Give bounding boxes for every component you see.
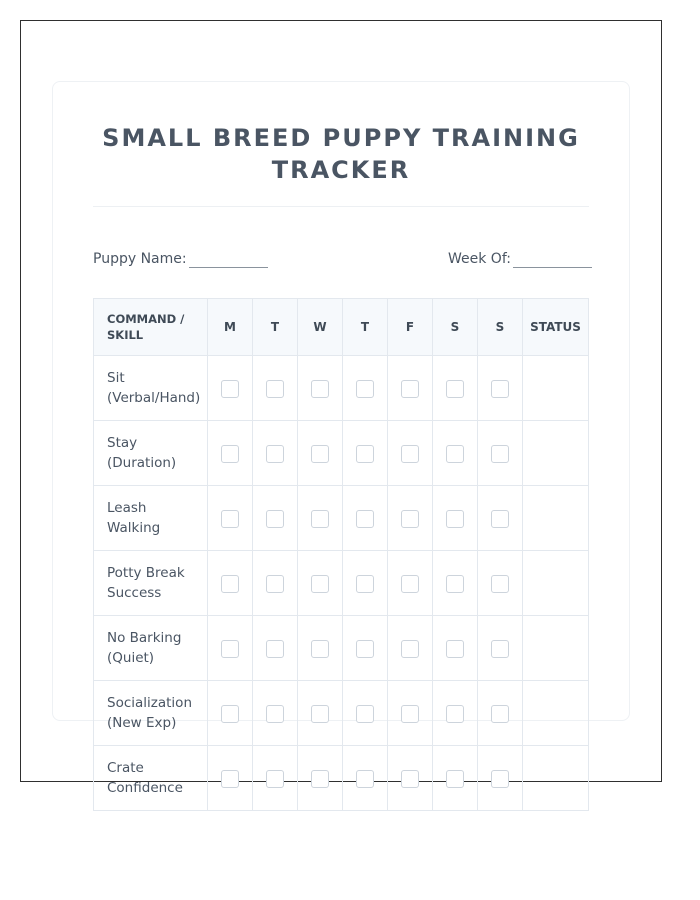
skill-cell [94,486,208,551]
table-row [94,616,589,681]
day-cell-sat [433,746,478,811]
skill-name-line1: Stay [107,435,138,451]
day-cell-sun [478,551,523,616]
day-cell-sun [478,356,523,421]
skill-name-line1: No Barking [107,630,182,646]
status-cell[interactable] [523,551,589,616]
day-cell-fri [388,551,433,616]
training-table [93,298,589,811]
skill-name-line2: Success [107,585,162,601]
skill-cell [94,421,208,486]
checkbox-wed[interactable] [311,575,329,593]
skill-name-line1: Crate [107,760,144,776]
checkbox-mon[interactable] [221,640,239,658]
table-row [94,356,589,421]
checkbox-fri[interactable] [401,380,419,398]
page-title: SMALL BREED PUPPY TRAINING TRACKER [102,124,580,184]
checkbox-thu[interactable] [356,575,374,593]
status-cell[interactable] [523,486,589,551]
checkbox-wed[interactable] [311,640,329,658]
skill-cell [94,616,208,681]
day-cell-fri [388,616,433,681]
checkbox-thu[interactable] [356,705,374,723]
checkbox-fri[interactable] [401,770,419,788]
checkbox-sun[interactable] [491,705,509,723]
day-header-sat: S [433,299,478,356]
table-header-row [94,299,589,356]
day-cell-sat [433,616,478,681]
puppy-name-field [93,250,268,268]
skill-name-line2: (Quiet) [107,650,155,666]
day-cell-wed [298,551,343,616]
checkbox-wed[interactable] [311,770,329,788]
skill-name-line2: Confidence [107,780,183,796]
status-cell[interactable] [523,681,589,746]
day-cell-fri [388,746,433,811]
checkbox-mon[interactable] [221,445,239,463]
checkbox-thu[interactable] [356,770,374,788]
status-column-header: STATUS [523,299,589,356]
day-cell-sun [478,486,523,551]
day-cell-sat [433,681,478,746]
skill-column-header: COMMAND / SKILL [94,299,208,356]
day-cell-wed [298,421,343,486]
checkbox-tue[interactable] [266,380,284,398]
day-cell-tue [253,486,298,551]
skill-name-line2: (New Exp) [107,715,177,731]
day-cell-wed [298,486,343,551]
checkbox-sun[interactable] [491,640,509,658]
day-cell-sat [433,551,478,616]
checkbox-sun[interactable] [491,575,509,593]
day-cell-sun [478,616,523,681]
checkbox-wed[interactable] [311,510,329,528]
checkbox-fri[interactable] [401,575,419,593]
puppy-name-blank[interactable] [189,250,268,268]
skill-cell [94,551,208,616]
table-row [94,746,589,811]
checkbox-fri[interactable] [401,445,419,463]
day-cell-fri [388,486,433,551]
skill-name-line2: Walking [107,520,161,536]
checkbox-wed[interactable] [311,445,329,463]
day-cell-tue [253,356,298,421]
day-cell-mon [208,616,253,681]
checkbox-tue[interactable] [266,445,284,463]
checkbox-thu[interactable] [356,380,374,398]
checkbox-wed[interactable] [311,705,329,723]
day-cell-mon [208,421,253,486]
table-row [94,551,589,616]
day-cell-tue [253,681,298,746]
checkbox-thu[interactable] [356,640,374,658]
checkbox-tue[interactable] [266,510,284,528]
checkbox-fri[interactable] [401,510,419,528]
table-row [94,486,589,551]
day-cell-wed [298,616,343,681]
checkbox-sat[interactable] [446,770,464,788]
checkbox-tue[interactable] [266,640,284,658]
day-header-wed: W [298,299,343,356]
table-row [94,421,589,486]
day-header-mon: M [208,299,253,356]
checkbox-sat[interactable] [446,380,464,398]
day-cell-sat [433,356,478,421]
checkbox-thu[interactable] [356,445,374,463]
day-cell-wed [298,681,343,746]
day-header-fri: F [388,299,433,356]
skill-name-line2: (Duration) [107,455,177,471]
checkbox-sat[interactable] [446,445,464,463]
checkbox-tue[interactable] [266,770,284,788]
checkbox-sat[interactable] [446,705,464,723]
day-cell-fri [388,356,433,421]
checkbox-sat[interactable] [446,575,464,593]
day-cell-tue [253,616,298,681]
day-cell-thu [343,421,388,486]
checkbox-mon[interactable] [221,510,239,528]
day-cell-mon [208,746,253,811]
day-cell-tue [253,551,298,616]
week-of-blank[interactable] [513,250,592,268]
skill-cell [94,356,208,421]
skill-name-line1: Leash [107,500,147,516]
skill-cell [94,746,208,811]
checkbox-sun[interactable] [491,380,509,398]
checkbox-mon[interactable] [221,770,239,788]
title-divider [93,206,589,207]
checkbox-fri[interactable] [401,640,419,658]
day-cell-sat [433,421,478,486]
checkbox-mon[interactable] [221,575,239,593]
status-cell[interactable] [523,616,589,681]
checkbox-sun[interactable] [491,445,509,463]
skill-cell [94,681,208,746]
checkbox-mon[interactable] [221,380,239,398]
checkbox-mon[interactable] [221,705,239,723]
day-cell-thu [343,356,388,421]
status-cell[interactable] [523,421,589,486]
status-cell[interactable] [523,746,589,811]
day-cell-wed [298,356,343,421]
day-cell-thu [343,616,388,681]
table-row [94,681,589,746]
checkbox-fri[interactable] [401,705,419,723]
day-cell-tue [253,746,298,811]
day-cell-sat [433,486,478,551]
checkbox-sun[interactable] [491,770,509,788]
day-cell-thu [343,681,388,746]
day-cell-sun [478,681,523,746]
checkbox-thu[interactable] [356,510,374,528]
day-cell-thu [343,746,388,811]
day-cell-mon [208,356,253,421]
day-cell-fri [388,421,433,486]
day-header-sun: S [478,299,523,356]
day-header-thu: T [343,299,388,356]
checkbox-wed[interactable] [311,380,329,398]
day-cell-sun [478,746,523,811]
checkbox-sun[interactable] [491,510,509,528]
skill-name-line1: Socialization [107,695,192,711]
skill-name-line1: Potty Break [107,565,185,581]
day-cell-mon [208,681,253,746]
puppy-name-label: Puppy Name: [93,251,187,267]
day-header-tue: T [253,299,298,356]
day-cell-tue [253,421,298,486]
checkbox-tue[interactable] [266,705,284,723]
checkbox-sat[interactable] [446,640,464,658]
day-cell-fri [388,681,433,746]
day-cell-mon [208,551,253,616]
checkbox-tue[interactable] [266,575,284,593]
day-cell-wed [298,746,343,811]
day-cell-sun [478,421,523,486]
day-cell-mon [208,486,253,551]
day-cell-thu [343,486,388,551]
day-cell-thu [343,551,388,616]
skill-name-line1: Sit [107,370,125,386]
checkbox-sat[interactable] [446,510,464,528]
skill-name-line2: (Verbal/Hand) [107,390,201,406]
week-of-field [448,250,592,268]
week-of-label: Week Of: [448,251,511,267]
status-cell[interactable] [523,356,589,421]
